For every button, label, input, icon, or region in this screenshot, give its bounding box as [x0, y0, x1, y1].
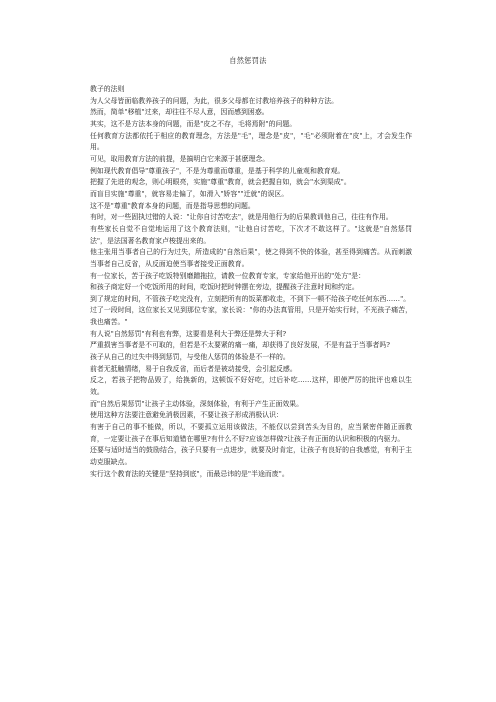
document-body — [90, 84, 412, 480]
paragraph: 孩子从自己的过失中得到惩罚，与受他人惩罚的体验是不一样的。 — [90, 353, 290, 362]
paragraph: 反之，若孩子把物品毁了，给换新的，这顿饭不好好吃，过后补吃……这样，即使严厉的批评也难以生效。 — [90, 376, 412, 397]
paragraph: 和孩子商定好一个吃饭所用的时间，吃饭时把时钟摆在旁边，提醒孩子注意时间和约定。 — [90, 283, 359, 292]
paragraph: 过了一段时间，这位家长又见到那位专家，家长说："你的办法真管用，只是开始实行时，不光孩子痛苦，我也痛苦。" — [90, 306, 412, 327]
paragraph: 有一位家长，苦于孩子吃饭特别磨蹭拖拉，请教一位教育专家，专家给他开出的"处方"是： — [90, 271, 366, 280]
paragraph: 他主张用当事者自己的行为过失，所造成的"自然后果"，使之得到不快的体验，甚至得到痛苦。从而刺激当事者自己反省，从反面迫使当事者接受正面教育。 — [90, 248, 412, 268]
paragraph: 而"自然后果惩罚"让孩子主动体验，深刻体验，有利于产生正面效果。 — [90, 399, 304, 408]
paragraph: 实行这个教育法的关键是"坚持到底"，而最忌讳的是"半途而废"。 — [90, 469, 289, 478]
paragraph: 这不是"尊重"教育本身的问题，而是指导思想的问题。 — [90, 201, 255, 210]
paragraph: 把握了先进的观念，则心明眼亮，实施"尊重"教育，就会把握自如，就会"水到渠成"。 — [90, 178, 351, 187]
paragraph: 还要与适时适当的鼓励结合，孩子只要有一点进步，就要及时肯定，让孩子有良好的自我感觉，有利于主动克服缺点。 — [90, 446, 412, 466]
paragraph: 然而，简单"移植"过来，却往往不尽人意，因而感到困惑。 — [90, 108, 269, 117]
paragraph: 为人父母皆面临教养孩子的问题，为此，很多父母都在讨教培养孩子的种种方法。 — [90, 96, 339, 105]
paragraph: 有害于自己的事不能做，所以，不要孤立运用该做法，不能仅以尝到苦头为目的，应当紧密伴随正面教育，一定要让孩子在事后知道错在哪里?有什么不好?应该怎样做?让孩子有正面的认识和积极的内驱力。 — [90, 423, 412, 443]
paragraph: 其实，这不是方法本身的问题，而是"皮之不存，毛将焉附"的问题。 — [90, 119, 297, 128]
paragraph: 可见，取用教育方法的前提，是搞明白它来源于甚麽理念。 — [90, 154, 270, 163]
paragraph: 教子的法则 — [90, 85, 125, 93]
paragraph: 严重损害当事者是不可取的，但若是不太要紧的痛一痛，却获得了良好发展，不是有益于当事者吗? — [90, 341, 390, 350]
paragraph: 有时，对一些固执过错的人说："让你自讨苦吃去"，就是用他行为的后果教训他自己，往往有作用。 — [90, 213, 393, 222]
document-title: 自然惩罚法 — [229, 56, 267, 65]
paragraph: 有人说"自然惩罚"有利也有弊，这要看是利大于弊还是弊大于利? — [90, 329, 287, 338]
paragraph: 有些家长自觉不自觉地运用了这个教育法则，"让他自讨苦吃，下次才不敢这样了。"这就是"自然惩罚法"，是法国著名教育家卢梭提出来的。 — [90, 224, 412, 245]
paragraph: 例如现代教育倡导"尊重孩子"，不是为尊重而尊重，是基于科学的儿童观和教育观。 — [90, 166, 345, 175]
paragraph: 任何教育方法都依托于相应的教育理念，方法是"毛"，理念是"皮"，"毛"必须附着在"皮"上，才会发生作用。 — [90, 131, 412, 152]
paragraph: 到了规定的时间，不管孩子吃完没有，立刻把所有的饭菜都收走，不到下一顿不给孩子吃任何东西……"。 — [90, 294, 411, 303]
paragraph: 前者无抵触情绪，易于自我反省，而后者是被动接受，会引起反感。 — [90, 364, 297, 373]
paragraph: 而盲目实施"尊重"，就容易走偏了，如滑入"娇容""迁就"的误区。 — [90, 189, 289, 198]
paragraph: 使用这种方法要注意避免消极因素，不要让孩子形成消极认识： — [90, 411, 283, 420]
